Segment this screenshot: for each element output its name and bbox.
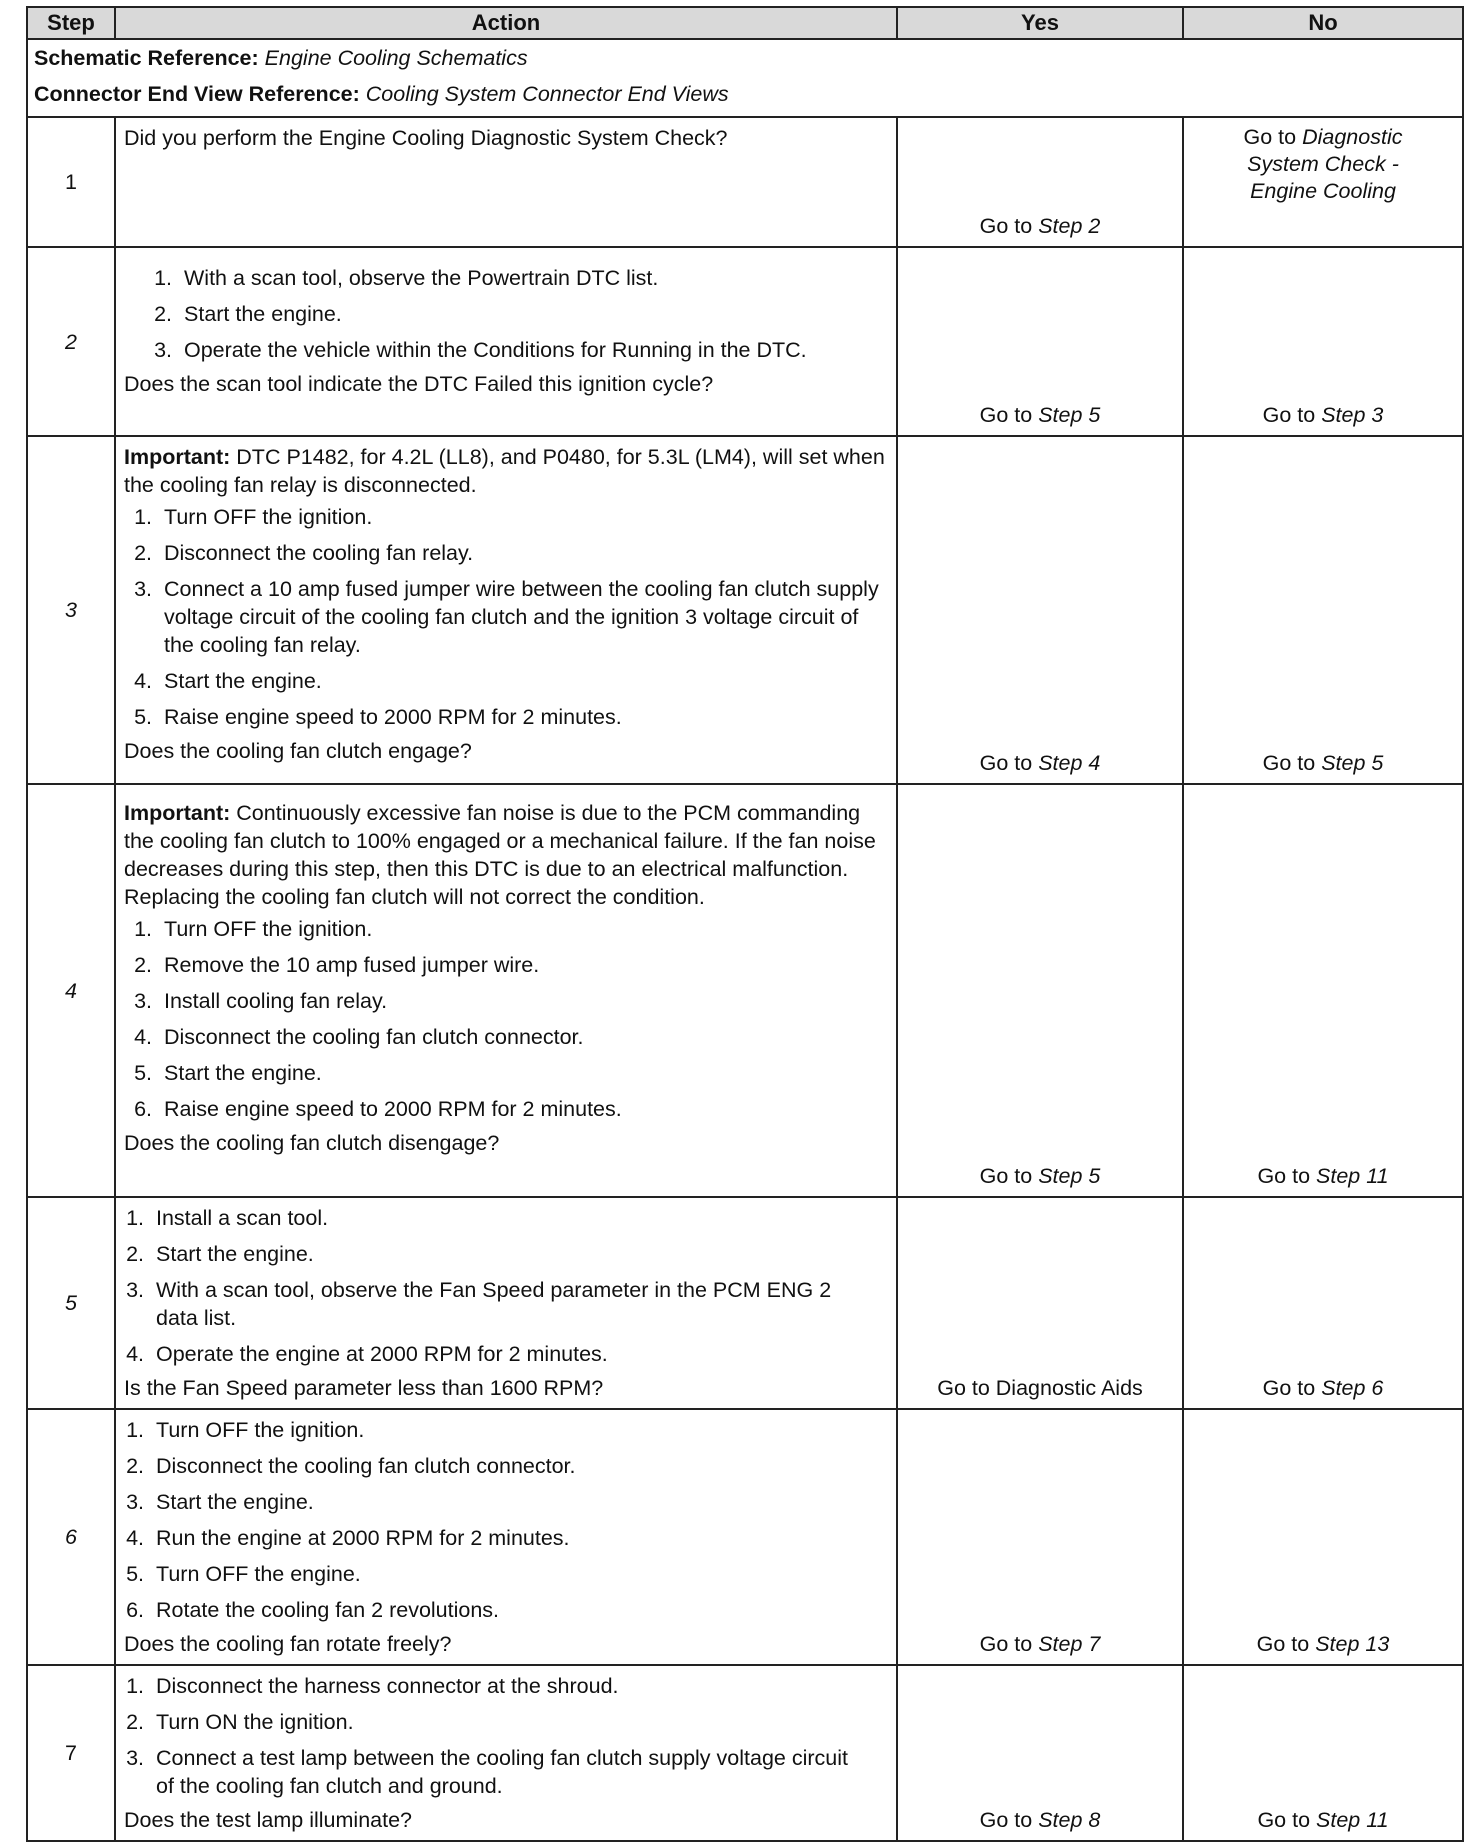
yes-prefix: Go to xyxy=(979,1632,1033,1656)
important-text: DTC P1482, for 4.2L (LL8), and P0480, for 5.3L (LM4), will set when the cooling fan relay is disconnected. xyxy=(124,445,885,497)
no-prefix: Go to xyxy=(1256,1632,1310,1656)
no-prefix: Go to xyxy=(1257,1164,1311,1188)
yes-link[interactable]: Step 2 xyxy=(1038,214,1101,238)
schematic-reference-row xyxy=(27,39,1463,78)
step-number: 2 xyxy=(27,247,115,436)
list-item: 2. Turn ON the ignition. xyxy=(150,1708,888,1744)
list-item: 4. Start the engine. xyxy=(158,667,888,703)
no-cell xyxy=(1183,117,1463,247)
step-question: Did you perform the Engine Cooling Diagnostic System Check? xyxy=(124,126,728,150)
list-item: 1. Turn OFF the ignition. xyxy=(150,1416,888,1452)
no-link[interactable]: Step 6 xyxy=(1321,1376,1384,1400)
list-item: 3. Install cooling fan relay. xyxy=(158,987,888,1023)
connector-reference-row xyxy=(27,78,1463,117)
no-link-line2[interactable]: System Check - xyxy=(1247,152,1399,176)
step-question: Does the scan tool indicate the DTC Failed this ignition cycle? xyxy=(124,372,714,396)
action-cell xyxy=(115,436,897,784)
step-question: Does the cooling fan rotate freely? xyxy=(124,1632,452,1656)
table-row xyxy=(27,436,1463,784)
list-item: 4. Operate the engine at 2000 RPM for 2 minutes. xyxy=(150,1340,888,1370)
list-item: 3. Start the engine. xyxy=(150,1488,888,1524)
no-prefix: Go to xyxy=(1243,125,1297,149)
action-cell xyxy=(115,1409,897,1665)
header-step: Step xyxy=(27,7,115,39)
step-number: 3 xyxy=(27,436,115,784)
no-cell xyxy=(1183,436,1463,784)
list-item: 3. Connect a 10 amp fused jumper wire between the cooling fan clutch supply voltage circuit of the cooling fan clutch and the ignition 3 voltage circuit of the cooling fan relay. xyxy=(158,575,888,667)
header-no: No xyxy=(1183,7,1463,39)
table-row xyxy=(27,784,1463,1197)
list-item: 3. Connect a test lamp between the cooling fan clutch supply voltage circuit of the cooling fan clutch and ground. xyxy=(150,1744,888,1802)
yes-prefix: Go to xyxy=(979,214,1033,238)
no-link[interactable]: Step 3 xyxy=(1321,403,1384,427)
yes-cell xyxy=(897,1665,1183,1841)
list-item: 2. Start the engine. xyxy=(178,300,888,336)
action-cell xyxy=(115,784,897,1197)
no-link-line3[interactable]: Engine Cooling xyxy=(1250,179,1396,203)
yes-prefix: Go to xyxy=(979,1808,1033,1832)
list-item: 3. Operate the vehicle within the Conditions for Running in the DTC. xyxy=(178,336,888,366)
step-question: Does the cooling fan clutch disengage? xyxy=(124,1131,500,1155)
no-prefix: Go to xyxy=(1262,403,1316,427)
action-cell xyxy=(115,1665,897,1841)
header-action: Action xyxy=(115,7,897,39)
list-item: 2. Disconnect the cooling fan relay. xyxy=(158,539,888,575)
no-link[interactable]: Step 11 xyxy=(1316,1164,1389,1188)
list-item: 4. Disconnect the cooling fan clutch connector. xyxy=(158,1023,888,1059)
no-link[interactable]: Step 11 xyxy=(1316,1808,1389,1832)
action-cell xyxy=(115,1197,897,1409)
yes-cell xyxy=(897,1409,1183,1665)
yes-link[interactable]: Step 7 xyxy=(1038,1632,1101,1656)
connector-reference-label: Connector End View Reference: xyxy=(34,82,360,106)
yes-link[interactable]: Step 5 xyxy=(1038,403,1101,427)
no-cell xyxy=(1183,1197,1463,1409)
important-text: Continuously excessive fan noise is due to the PCM commanding the cooling fan clutch to 100% engaged or a mechanical failure. If the fan noise decreases during this step, then this DTC is due to an electrical malfunction. Replacing the cooling fan clutch will not correct the condition. xyxy=(124,801,876,909)
header-yes: Yes xyxy=(897,7,1183,39)
list-item: 4. Run the engine at 2000 RPM for 2 minutes. xyxy=(150,1524,888,1560)
no-prefix: Go to xyxy=(1262,751,1316,775)
step-number: 7 xyxy=(27,1665,115,1841)
no-link[interactable]: Step 13 xyxy=(1315,1632,1390,1656)
yes-link[interactable]: Step 5 xyxy=(1038,1164,1101,1188)
yes-cell xyxy=(897,436,1183,784)
step-question: Does the cooling fan clutch engage? xyxy=(124,739,472,763)
no-cell xyxy=(1183,784,1463,1197)
yes-cell xyxy=(897,247,1183,436)
schematic-reference-link[interactable]: Engine Cooling Schematics xyxy=(264,46,528,70)
important-label: Important: xyxy=(124,801,231,825)
list-item: 6. Rotate the cooling fan 2 revolutions. xyxy=(150,1596,888,1626)
list-item: 5. Turn OFF the engine. xyxy=(150,1560,888,1596)
yes-cell xyxy=(897,117,1183,247)
no-prefix: Go to xyxy=(1262,1376,1316,1400)
step-number: 1 xyxy=(27,117,115,247)
step-number: 4 xyxy=(27,784,115,1197)
table-row xyxy=(27,247,1463,436)
table-row xyxy=(27,1409,1463,1665)
header-row xyxy=(27,7,1463,39)
list-item: 1. With a scan tool, observe the Powertrain DTC list. xyxy=(178,264,888,300)
yes-link[interactable]: Step 4 xyxy=(1038,751,1101,775)
list-item: 1. Disconnect the harness connector at the shroud. xyxy=(150,1672,888,1708)
action-cell xyxy=(115,247,897,436)
important-label: Important: xyxy=(124,445,231,469)
connector-reference-link[interactable]: Cooling System Connector End Views xyxy=(365,82,729,106)
list-item: 2. Remove the 10 amp fused jumper wire. xyxy=(158,951,888,987)
yes-link[interactable]: Go to Diagnostic Aids xyxy=(937,1376,1143,1400)
list-item: 2. Start the engine. xyxy=(150,1240,888,1276)
no-cell xyxy=(1183,1409,1463,1665)
step-number: 5 xyxy=(27,1197,115,1409)
list-item: 1. Turn OFF the ignition. xyxy=(158,503,888,539)
list-item: 2. Disconnect the cooling fan clutch connector. xyxy=(150,1452,888,1488)
yes-prefix: Go to xyxy=(979,403,1033,427)
list-item: 5. Raise engine speed to 2000 RPM for 2 minutes. xyxy=(158,703,888,733)
yes-cell xyxy=(897,1197,1183,1409)
list-item: 6. Raise engine speed to 2000 RPM for 2 minutes. xyxy=(158,1095,888,1125)
step-number: 6 xyxy=(27,1409,115,1665)
list-item: 1. Turn OFF the ignition. xyxy=(158,915,888,951)
action-cell xyxy=(115,117,897,247)
table-row xyxy=(27,117,1463,247)
list-item: 3. With a scan tool, observe the Fan Speed parameter in the PCM ENG 2 data list. xyxy=(150,1276,888,1340)
table-row xyxy=(27,1197,1463,1409)
yes-link[interactable]: Step 8 xyxy=(1038,1808,1101,1832)
yes-prefix: Go to xyxy=(979,751,1033,775)
no-prefix: Go to xyxy=(1257,1808,1311,1832)
list-item: 1. Install a scan tool. xyxy=(150,1204,888,1240)
diagnostic-table xyxy=(26,6,1464,1842)
schematic-reference-label: Schematic Reference: xyxy=(34,46,259,70)
table-row xyxy=(27,1665,1463,1841)
no-cell xyxy=(1183,247,1463,436)
no-link[interactable]: Step 5 xyxy=(1321,751,1384,775)
yes-cell xyxy=(897,784,1183,1197)
list-item: 5. Start the engine. xyxy=(158,1059,888,1095)
no-cell xyxy=(1183,1665,1463,1841)
yes-prefix: Go to xyxy=(979,1164,1033,1188)
step-question: Is the Fan Speed parameter less than 1600 RPM? xyxy=(124,1376,604,1400)
step-question: Does the test lamp illuminate? xyxy=(124,1808,413,1832)
no-link[interactable]: Diagnostic xyxy=(1302,125,1403,149)
